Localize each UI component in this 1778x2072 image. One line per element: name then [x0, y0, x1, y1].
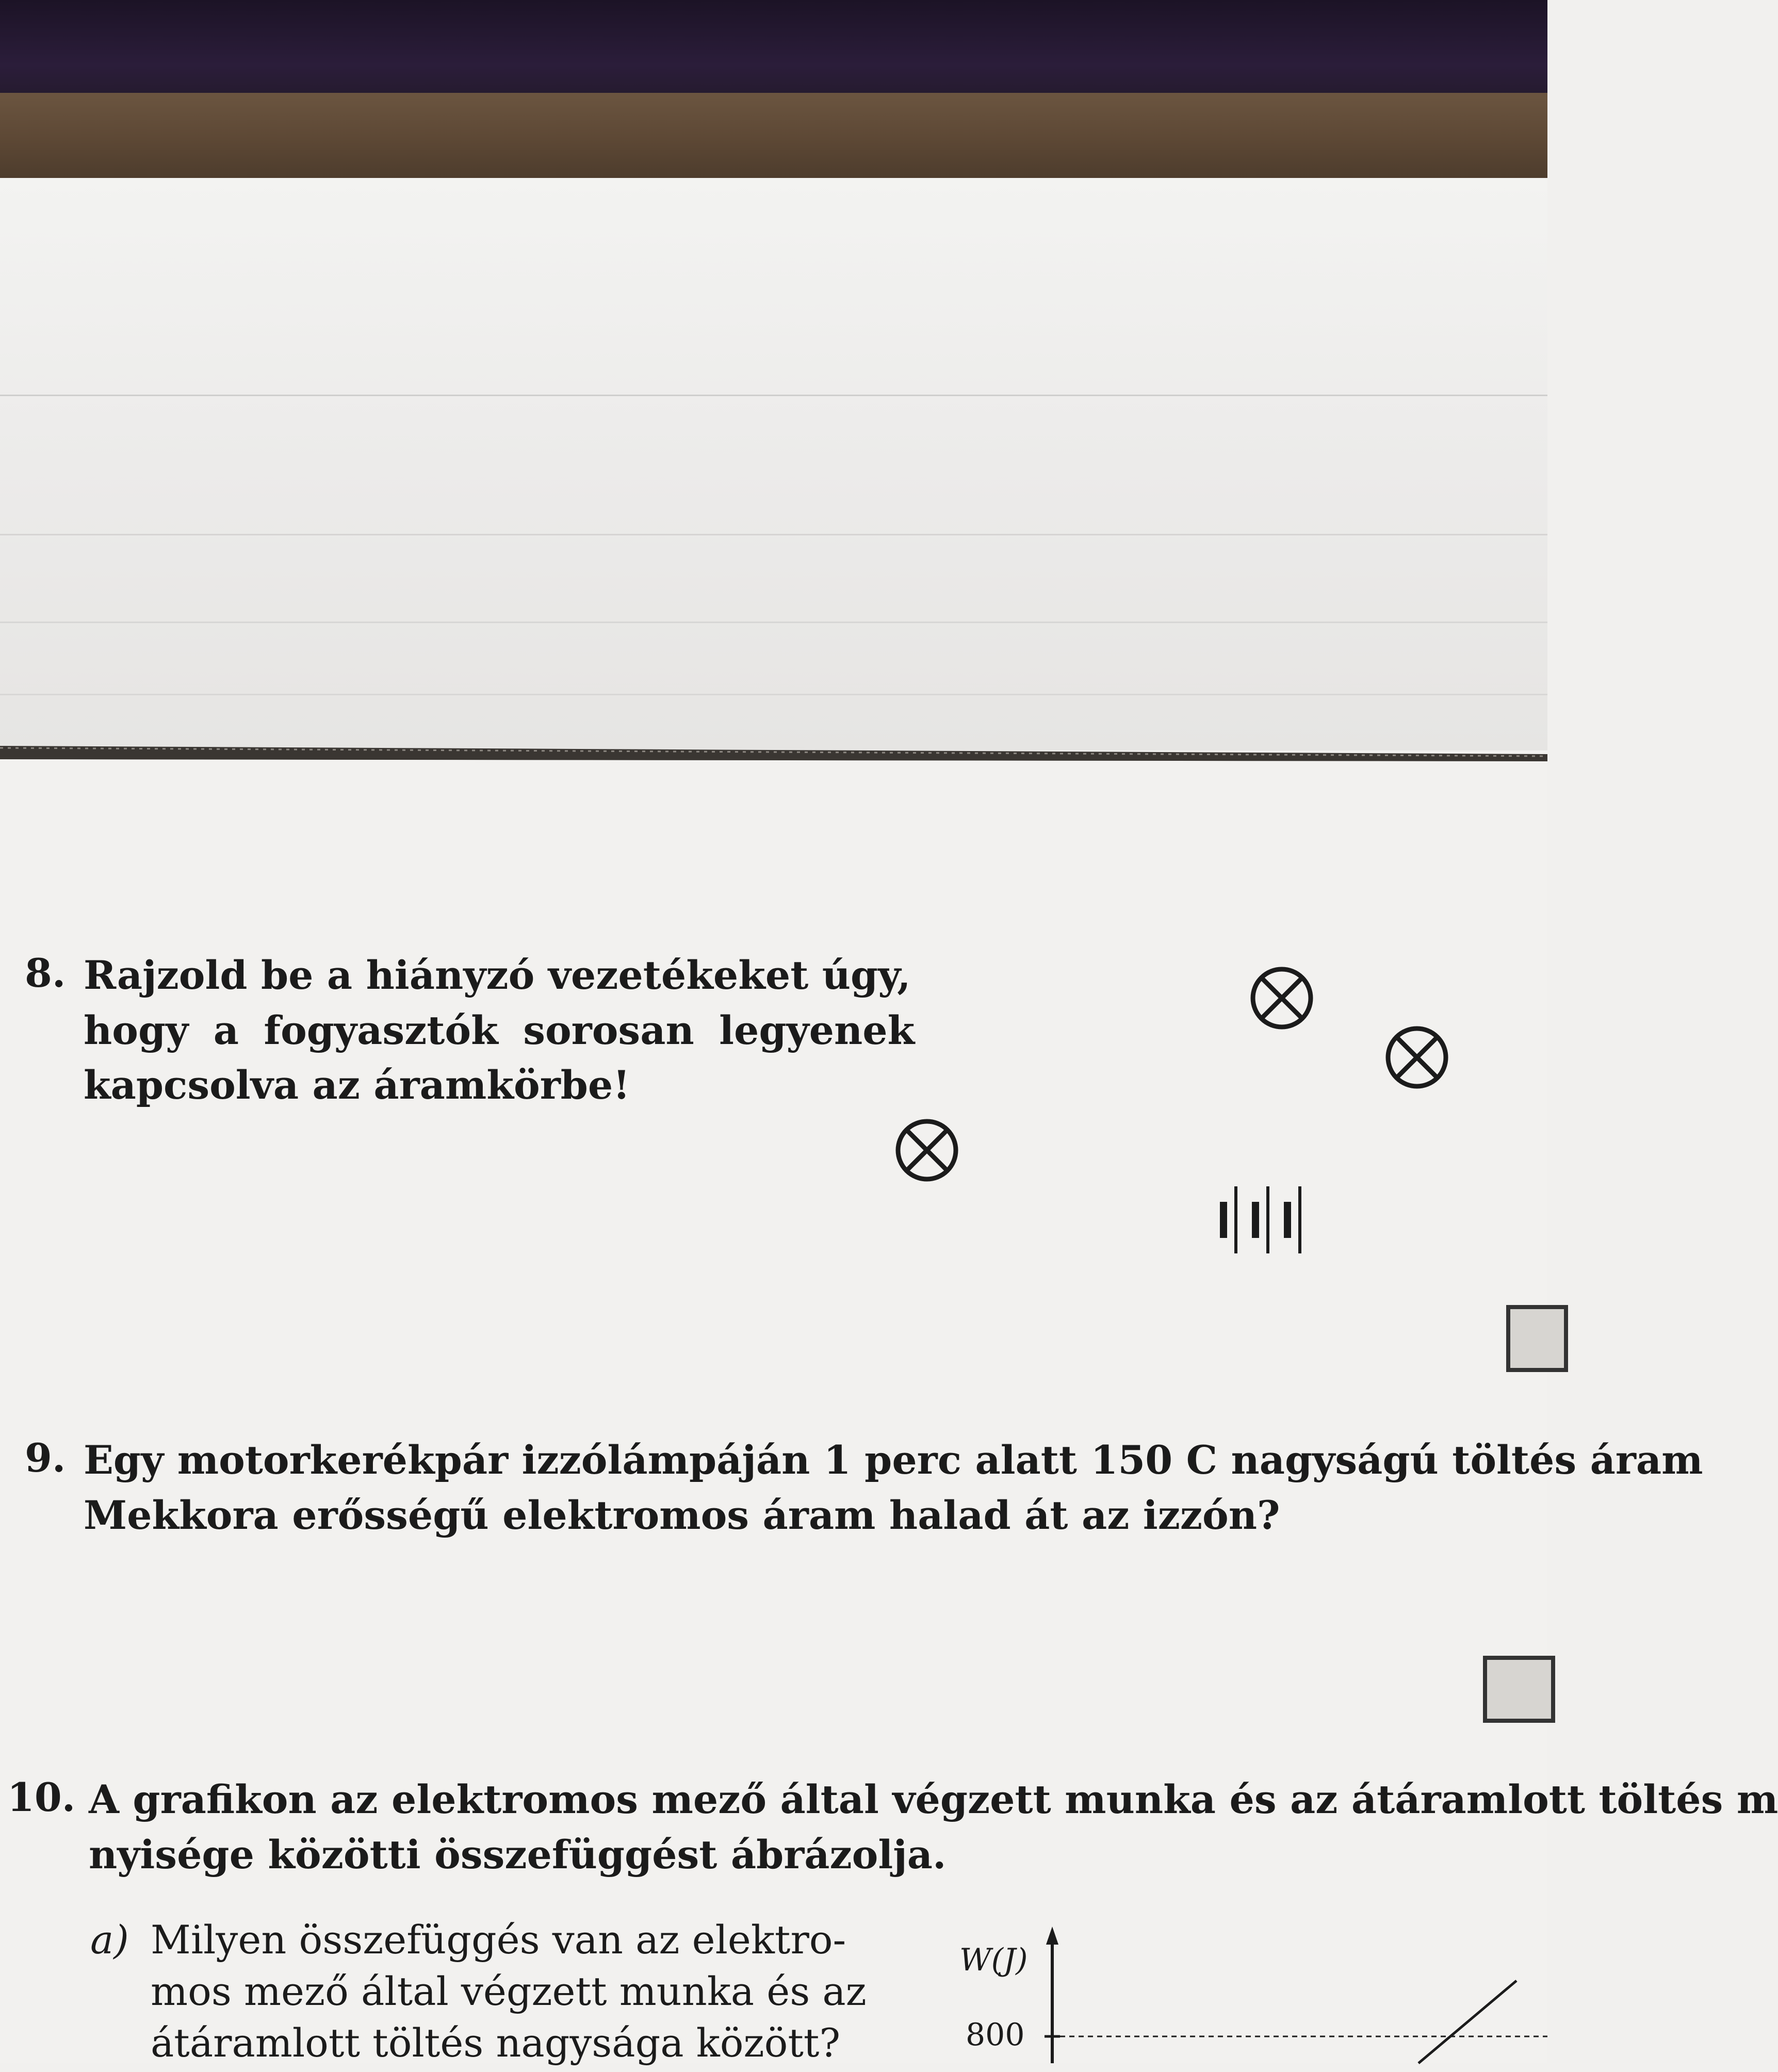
- question-number: 8.: [25, 950, 66, 996]
- lamp-icon: [1248, 965, 1315, 1032]
- question-number: 10.: [7, 1774, 76, 1820]
- subquestion-text-line: mos mező által végzett munka és az: [151, 1968, 867, 2014]
- clipboard-edge: [0, 93, 1547, 186]
- subquestion-text-line: átáramlott töltés nagysága között?: [151, 2020, 841, 2066]
- y-axis-arrow: [1046, 1927, 1058, 1945]
- question-text-line: kapcsolva az áramkörbe!: [84, 1062, 630, 1108]
- question-text-line: nyisége közötti összefüggést ábrázolja.: [89, 1832, 947, 1878]
- section-divider: [0, 739, 1547, 775]
- folded-paper-edge: [0, 178, 1547, 751]
- lamp-icon: [893, 1117, 960, 1184]
- battery-icon: [1215, 1181, 1323, 1259]
- work-charge-graph: [939, 1924, 1547, 2063]
- question-text-line: Mekkora erősségű elektromos áram halad át az izzón?: [84, 1492, 1280, 1538]
- question-text-line: Egy motorkerékpár izzólámpáján 1 perc alatt 150 C nagyságú töltés áram: [84, 1437, 1703, 1483]
- y-tick-label: 800: [966, 2017, 1025, 2053]
- subquestion-label: a): [90, 1917, 129, 1963]
- score-box: [1483, 1656, 1555, 1723]
- y-axis-label: W(J): [959, 1942, 1028, 1978]
- graph-line: [1418, 1981, 1516, 2063]
- question-text-line: Rajzold be a hiányzó vezetékeket úgy,: [84, 952, 911, 998]
- question-number: 9.: [25, 1435, 66, 1481]
- question-text-line: hogy a fogyasztók sorosan legyenek: [84, 1007, 915, 1053]
- score-box: [1506, 1305, 1568, 1372]
- question-text-line: A grafikon az elektromos mező által végzett munka és az átáramlott töltés m: [89, 1776, 1778, 1822]
- subquestion-text-line: Milyen összefüggés van az elektro-: [151, 1917, 846, 1963]
- lamp-icon: [1383, 1024, 1450, 1091]
